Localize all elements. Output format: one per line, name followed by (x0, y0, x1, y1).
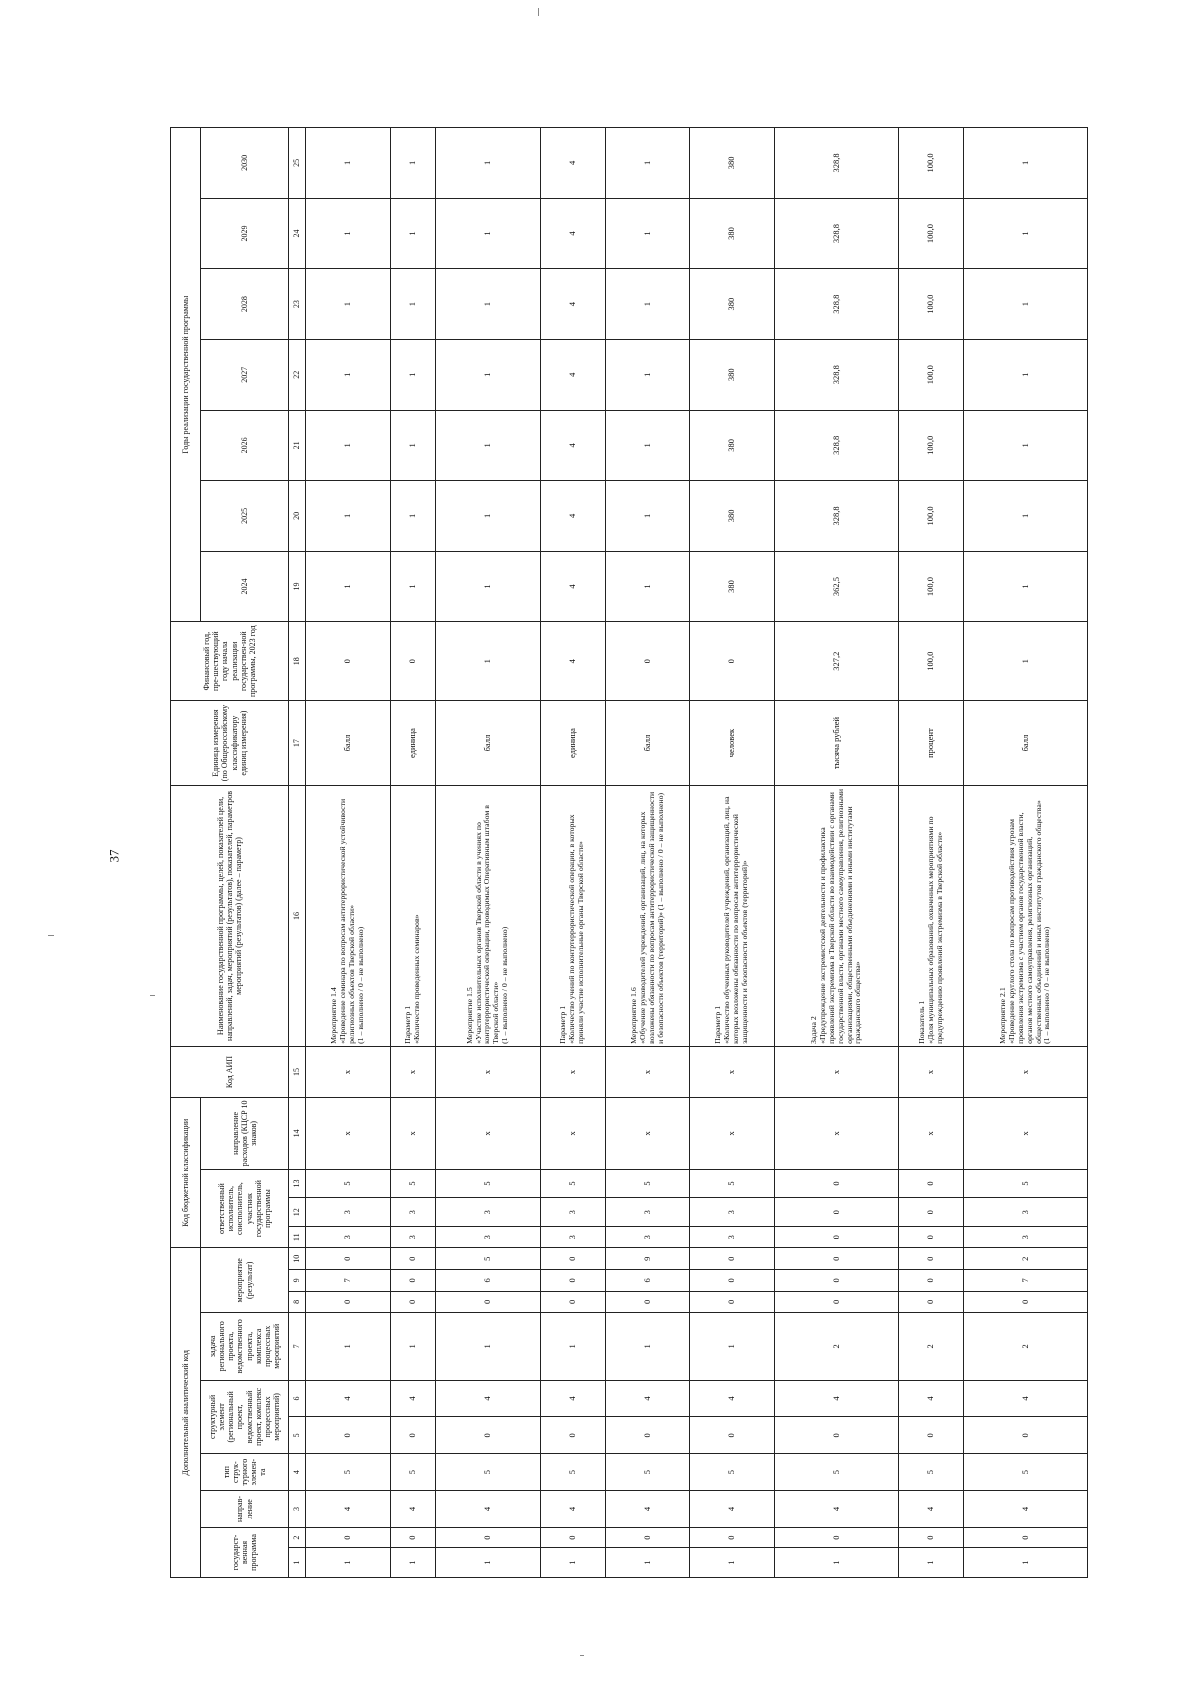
code-cell: 4 (390, 1491, 436, 1528)
column-number: 17 (289, 701, 306, 786)
code-cell: 5 (605, 1454, 690, 1491)
code-cell: 0 (775, 1417, 899, 1454)
year-value: 1 (436, 198, 540, 269)
column-number: 15 (289, 1046, 306, 1097)
scan-mark (538, 8, 539, 16)
year-value: 380 (690, 269, 775, 340)
unit-cell: балл (436, 701, 540, 786)
code-cell: 1 (605, 1313, 690, 1381)
code-cell: 0 (605, 1417, 690, 1454)
name-header: Наименование государственной программы, целей, показателей цели, направлений, задач, мероприятий (результатов), показателей, параметров мероприятий (результатов) (далее – параметр) (171, 786, 289, 1047)
year-value: 1 (964, 551, 1088, 622)
code-cell: 3 (540, 1227, 605, 1248)
year-value: 100,0 (898, 128, 963, 199)
code-cell: 5 (898, 1454, 963, 1491)
year-value: 1 (390, 551, 436, 622)
code-cell: 5 (540, 1169, 605, 1198)
code-cell: 4 (605, 1380, 690, 1417)
code-cell: 0 (540, 1291, 605, 1312)
prev-year-value: 0 (605, 622, 690, 701)
code-cell: 5 (690, 1454, 775, 1491)
code-cell: 0 (690, 1270, 775, 1291)
code-cell: 0 (898, 1417, 963, 1454)
code-cell: 1 (390, 1548, 436, 1578)
table-row (436, 128, 540, 1578)
column-number: 10 (289, 1248, 306, 1270)
code-cell: 5 (306, 1169, 391, 1198)
column-number: 21 (289, 410, 306, 481)
code-cell: 4 (306, 1491, 391, 1528)
name-cell: Параметр 1 «Количество проведенных семинаров» (390, 786, 436, 1047)
code-cell: 0 (390, 1291, 436, 1312)
code-cell: 5 (306, 1454, 391, 1491)
code-cell: x (898, 1098, 963, 1170)
code-cell: 0 (898, 1227, 963, 1248)
code-cell: 7 (306, 1270, 391, 1291)
struct-element-header: структурный элемент (региональный проект, ведомственный проект, комплекс процессных мероприятий) (201, 1380, 289, 1454)
year-value: 1 (390, 128, 436, 199)
column-number: 19 (289, 551, 306, 622)
code-cell: 0 (605, 1291, 690, 1312)
task-header: задача регионального проекта, ведомственного проекта, комплекса процессных мероприятий (201, 1313, 289, 1381)
year-value: 1 (390, 198, 436, 269)
year-value: 380 (690, 339, 775, 410)
code-cell: 0 (690, 1417, 775, 1454)
code-cell: x (690, 1046, 775, 1097)
prev-year-value: 0 (306, 622, 391, 701)
code-cell: 0 (898, 1291, 963, 1312)
year-value: 100,0 (898, 551, 963, 622)
unit-cell: процент (898, 701, 963, 786)
code-cell: 1 (436, 1548, 540, 1578)
scan-mark (580, 1655, 584, 1656)
name-cell: Мероприятие 2.1 «Проведение круглого стола по вопросам противодействия угрозам проявления экстремизма с участием органов государственной власти, органов местного самоуправления, религиозных организаций, общественных объединений и иных институтов гражданского общества» (1 – выполнено / 0 – не выполнено) (964, 786, 1088, 1047)
year-value: 1 (436, 551, 540, 622)
year-value: 1 (605, 198, 690, 269)
year-value: 1 (390, 269, 436, 340)
code-cell: x (540, 1046, 605, 1097)
code-cell: 0 (964, 1417, 1088, 1454)
code-cell: 0 (605, 1527, 690, 1547)
column-number: 25 (289, 128, 306, 199)
code-cell: 6 (605, 1270, 690, 1291)
code-cell: 3 (436, 1198, 540, 1227)
table-row (898, 128, 963, 1578)
code-cell: 0 (540, 1527, 605, 1547)
column-number: 22 (289, 339, 306, 410)
code-cell: 0 (390, 1527, 436, 1547)
table-body (306, 128, 1088, 1578)
year-value: 4 (540, 128, 605, 199)
code-cell: x (306, 1098, 391, 1170)
year-value: 1 (306, 198, 391, 269)
year-value: 380 (690, 128, 775, 199)
year-header: 2028 (201, 269, 289, 340)
code-cell: 1 (605, 1548, 690, 1578)
year-value: 328,8 (775, 339, 899, 410)
code-cell: 0 (306, 1417, 391, 1454)
code-cell: 4 (898, 1380, 963, 1417)
code-cell: 1 (540, 1313, 605, 1381)
code-cell: x (605, 1098, 690, 1170)
year-value: 1 (964, 481, 1088, 552)
year-value: 1 (436, 339, 540, 410)
year-header: 2030 (201, 128, 289, 199)
rotated-table-wrapper (170, 127, 1088, 1578)
code-cell: 4 (605, 1491, 690, 1528)
direction-header: направ-ление (201, 1491, 289, 1528)
year-value: 1 (964, 198, 1088, 269)
scan-mark (150, 995, 155, 996)
prev-year-value: 1 (436, 622, 540, 701)
year-value: 1 (306, 481, 391, 552)
code-cell: 0 (775, 1270, 899, 1291)
year-value: 328,8 (775, 128, 899, 199)
column-number: 11 (289, 1227, 306, 1248)
name-cell: Мероприятие 1.6 «Обучение руководителей учреждений, организаций, лиц, на которых возложены обязанности по вопросам антитеррористической защищенности и безопасности объектов (территорий)» (1 – выполнено / 0 – не выполнено) (605, 786, 690, 1047)
prev-year-value: 0 (690, 622, 775, 701)
table-row (690, 128, 775, 1578)
event-header: мероприятие (результат) (201, 1248, 289, 1313)
year-value: 1 (306, 410, 391, 481)
prev-year-value: 327,2 (775, 622, 899, 701)
code-cell: 0 (964, 1527, 1088, 1547)
year-value: 328,8 (775, 410, 899, 481)
code-cell: 1 (964, 1548, 1088, 1578)
unit-cell: балл (964, 701, 1088, 786)
year-value: 1 (436, 410, 540, 481)
column-number: 8 (289, 1291, 306, 1312)
budget-code-header: Код бюджетной классификации (171, 1098, 201, 1248)
year-value: 4 (540, 410, 605, 481)
code-cell: 5 (964, 1454, 1088, 1491)
unit-cell: балл (605, 701, 690, 786)
unit-cell: балл (306, 701, 391, 786)
name-cell: Мероприятие 1.4 «Проведение семинара по вопросам антитеррористической устойчивости религиозных объектов Тверской области» (1 – выполнено / 0 – не выполнено) (306, 786, 391, 1047)
column-number: 14 (289, 1098, 306, 1170)
code-cell: x (306, 1046, 391, 1097)
code-cell: x (540, 1098, 605, 1170)
code-cell: x (436, 1098, 540, 1170)
code-cell: 1 (690, 1313, 775, 1381)
code-cell: 2 (898, 1313, 963, 1381)
code-cell: 3 (390, 1227, 436, 1248)
code-cell: 1 (775, 1548, 899, 1578)
year-value: 1 (964, 339, 1088, 410)
column-number: 23 (289, 269, 306, 340)
year-value: 1 (605, 481, 690, 552)
code-cell: 0 (306, 1527, 391, 1547)
year-value: 100,0 (898, 198, 963, 269)
code-cell: 0 (690, 1248, 775, 1270)
year-value: 328,8 (775, 481, 899, 552)
code-cell: 0 (775, 1248, 899, 1270)
prev-year-value: 1 (964, 622, 1088, 701)
code-cell: 4 (390, 1380, 436, 1417)
code-cell: 5 (605, 1169, 690, 1198)
year-value: 1 (964, 269, 1088, 340)
prev-year-value: 4 (540, 622, 605, 701)
table-row (775, 128, 899, 1578)
code-cell: x (964, 1098, 1088, 1170)
code-cell: 0 (540, 1417, 605, 1454)
year-value: 1 (390, 481, 436, 552)
code-cell: 4 (690, 1491, 775, 1528)
column-number: 12 (289, 1198, 306, 1227)
code-cell: 1 (690, 1548, 775, 1578)
code-cell: 0 (690, 1291, 775, 1312)
year-value: 1 (306, 269, 391, 340)
code-cell: 0 (775, 1227, 899, 1248)
column-number: 2 (289, 1527, 306, 1547)
unit-cell: единица (390, 701, 436, 786)
column-number: 4 (289, 1454, 306, 1491)
code-cell: 1 (898, 1548, 963, 1578)
column-number: 1 (289, 1548, 306, 1578)
code-cell: 4 (964, 1380, 1088, 1417)
code-cell: 0 (964, 1291, 1088, 1312)
column-number-row (289, 128, 306, 1578)
column-number: 18 (289, 622, 306, 701)
code-cell: x (390, 1098, 436, 1170)
code-cell: 4 (775, 1380, 899, 1417)
year-header: 2024 (201, 551, 289, 622)
name-cell: Параметр 1 «Количество обученных руководителей учреждений, организаций, лиц, на которых возложены обязанности по вопросам антитеррористической защищенности и безопасности объектов (территорий)» (690, 786, 775, 1047)
year-value: 1 (390, 339, 436, 410)
code-cell: 2 (964, 1313, 1088, 1381)
code-cell: 0 (390, 1248, 436, 1270)
code-cell: 0 (775, 1291, 899, 1312)
name-cell: Задача 2 «Предупреждение экстремистской деятельности и профилактика проявлений экстремизма в Тверской области во взаимодействии с органами государственной власти, органами местного самоуправления, религиозными организациями, общественными объединениями и иными институтами гражданского общества» (775, 786, 899, 1047)
code-cell: 0 (898, 1270, 963, 1291)
code-cell: 7 (964, 1270, 1088, 1291)
year-header: 2026 (201, 410, 289, 481)
code-cell: 3 (690, 1198, 775, 1227)
code-cell: 0 (775, 1198, 899, 1227)
table-row (964, 128, 1088, 1578)
code-cell: 3 (605, 1227, 690, 1248)
code-cell: 0 (390, 1270, 436, 1291)
code-cell: x (898, 1046, 963, 1097)
page-number: 37 (106, 849, 122, 863)
code-cell: x (775, 1046, 899, 1097)
year-value: 1 (964, 128, 1088, 199)
program-table (170, 127, 1088, 1578)
year-value: 1 (306, 339, 391, 410)
code-cell: x (964, 1046, 1088, 1097)
code-cell: 0 (390, 1417, 436, 1454)
code-cell: 0 (436, 1417, 540, 1454)
code-cell: 3 (306, 1227, 391, 1248)
code-cell: x (436, 1046, 540, 1097)
code-cell: 1 (306, 1313, 391, 1381)
code-cell: 9 (605, 1248, 690, 1270)
year-value: 328,8 (775, 198, 899, 269)
code-cell: 0 (540, 1270, 605, 1291)
analytic-code-header: Дополнительный аналитический код (171, 1248, 201, 1578)
code-cell: 0 (436, 1527, 540, 1547)
year-value: 1 (436, 128, 540, 199)
code-cell: 4 (690, 1380, 775, 1417)
unit-header: Единица измерения (по Общероссийскому классификатору единиц измерения) (171, 701, 289, 786)
year-value: 380 (690, 410, 775, 481)
code-cell: x (605, 1046, 690, 1097)
year-value: 1 (436, 269, 540, 340)
year-value: 380 (690, 198, 775, 269)
prev-year-value: 100,0 (898, 622, 963, 701)
code-cell: x (775, 1098, 899, 1170)
year-value: 328,8 (775, 269, 899, 340)
code-cell: 3 (605, 1198, 690, 1227)
code-cell: 3 (306, 1198, 391, 1227)
code-cell: 0 (898, 1248, 963, 1270)
code-cell: 1 (540, 1548, 605, 1578)
code-cell: 3 (436, 1227, 540, 1248)
name-cell: Показатель 1 «Доля муниципальных образований, охваченных мероприятиями по предупреждению проявлений экстремизма в Тверской области» (898, 786, 963, 1047)
year-value: 4 (540, 339, 605, 410)
year-value: 1 (605, 551, 690, 622)
unit-cell: единица (540, 701, 605, 786)
expense-direction-header: направление расходов (КЦСР 10 знаков) (201, 1098, 289, 1170)
code-cell: 0 (898, 1527, 963, 1547)
code-cell: 5 (390, 1169, 436, 1198)
year-value: 1 (306, 551, 391, 622)
code-cell: 2 (775, 1313, 899, 1381)
struct-type-header: тип струк-турного элемен-та (201, 1454, 289, 1491)
year-value: 100,0 (898, 269, 963, 340)
code-cell: 3 (690, 1227, 775, 1248)
code-cell: x (690, 1098, 775, 1170)
code-cell: 0 (898, 1198, 963, 1227)
table-row (540, 128, 605, 1578)
code-cell: 4 (436, 1380, 540, 1417)
year-value: 380 (690, 551, 775, 622)
code-cell: 5 (775, 1454, 899, 1491)
column-number: 20 (289, 481, 306, 552)
code-cell: 3 (964, 1227, 1088, 1248)
code-cell: 0 (898, 1169, 963, 1198)
code-cell: 3 (964, 1198, 1088, 1227)
unit-cell: человек (690, 701, 775, 786)
table-row (605, 128, 690, 1578)
name-cell: Мероприятие 1.5 «Участие исполнительных органов Тверской области в учениях по контртеррористической операции, проводимых Оперативным штабом в Тверской области» (1 – выполнено / 0 – не выполнено) (436, 786, 540, 1047)
year-value: 1 (605, 128, 690, 199)
prev-year-header: Финансовый год, пре-шествующий году начала реализации государствен-ной программы, 2023 год (171, 622, 289, 701)
code-cell: 0 (540, 1248, 605, 1270)
code-cell: 0 (306, 1291, 391, 1312)
code-cell: 0 (690, 1527, 775, 1547)
year-header: 2025 (201, 481, 289, 552)
code-cell: 4 (436, 1491, 540, 1528)
code-cell: 4 (540, 1491, 605, 1528)
code-cell: 1 (436, 1313, 540, 1381)
code-cell: 4 (540, 1380, 605, 1417)
code-cell: 2 (964, 1248, 1088, 1270)
column-number: 3 (289, 1491, 306, 1528)
year-value: 380 (690, 481, 775, 552)
year-value: 1 (605, 339, 690, 410)
year-value: 100,0 (898, 481, 963, 552)
year-value: 100,0 (898, 410, 963, 481)
year-value: 1 (964, 410, 1088, 481)
state-program-header: государст-венная программа (201, 1527, 289, 1577)
code-cell: 4 (306, 1380, 391, 1417)
code-cell: 3 (540, 1198, 605, 1227)
aip-code-header: Код АИП (171, 1046, 289, 1097)
code-cell: 1 (306, 1548, 391, 1578)
year-value: 4 (540, 198, 605, 269)
year-value: 362,5 (775, 551, 899, 622)
column-number: 16 (289, 786, 306, 1047)
code-cell: 0 (775, 1169, 899, 1198)
code-cell: 5 (964, 1169, 1088, 1198)
year-value: 4 (540, 551, 605, 622)
year-value: 1 (605, 269, 690, 340)
code-cell: x (390, 1046, 436, 1097)
year-value: 4 (540, 269, 605, 340)
column-number: 7 (289, 1313, 306, 1381)
prev-year-value: 0 (390, 622, 436, 701)
year-header: 2027 (201, 339, 289, 410)
column-number: 5 (289, 1417, 306, 1454)
code-cell: 1 (390, 1313, 436, 1381)
code-cell: 0 (775, 1527, 899, 1547)
year-value: 4 (540, 481, 605, 552)
year-value: 100,0 (898, 339, 963, 410)
year-value: 1 (605, 410, 690, 481)
column-number: 13 (289, 1169, 306, 1198)
code-cell: 4 (775, 1491, 899, 1528)
column-number: 24 (289, 198, 306, 269)
executor-header: ответственный исполнитель, соисполнитель, участник государственной программы (201, 1169, 289, 1248)
code-cell: 5 (436, 1169, 540, 1198)
code-cell: 3 (390, 1198, 436, 1227)
code-cell: 4 (898, 1491, 963, 1528)
code-cell: 5 (540, 1454, 605, 1491)
code-cell: 0 (436, 1291, 540, 1312)
code-cell: 6 (436, 1270, 540, 1291)
table-row (390, 128, 436, 1578)
code-cell: 4 (964, 1491, 1088, 1528)
column-number: 6 (289, 1380, 306, 1417)
year-value: 1 (306, 128, 391, 199)
unit-cell: тысяча рублей (775, 701, 899, 786)
year-value: 1 (390, 410, 436, 481)
column-number: 9 (289, 1270, 306, 1291)
year-value: 1 (436, 481, 540, 552)
code-cell: 5 (690, 1169, 775, 1198)
years-group-header: Годы реализации государственной программы (171, 128, 201, 622)
scan-mark (48, 935, 54, 936)
code-cell: 5 (390, 1454, 436, 1491)
table-row (306, 128, 391, 1578)
code-cell: 5 (436, 1248, 540, 1270)
year-header: 2029 (201, 198, 289, 269)
code-cell: 0 (306, 1248, 391, 1270)
name-cell: Параметр 1 «Количество учений по контртеррористической операции, в которых приняли участие исполнительные органы Тверской области» (540, 786, 605, 1047)
code-cell: 5 (436, 1454, 540, 1491)
